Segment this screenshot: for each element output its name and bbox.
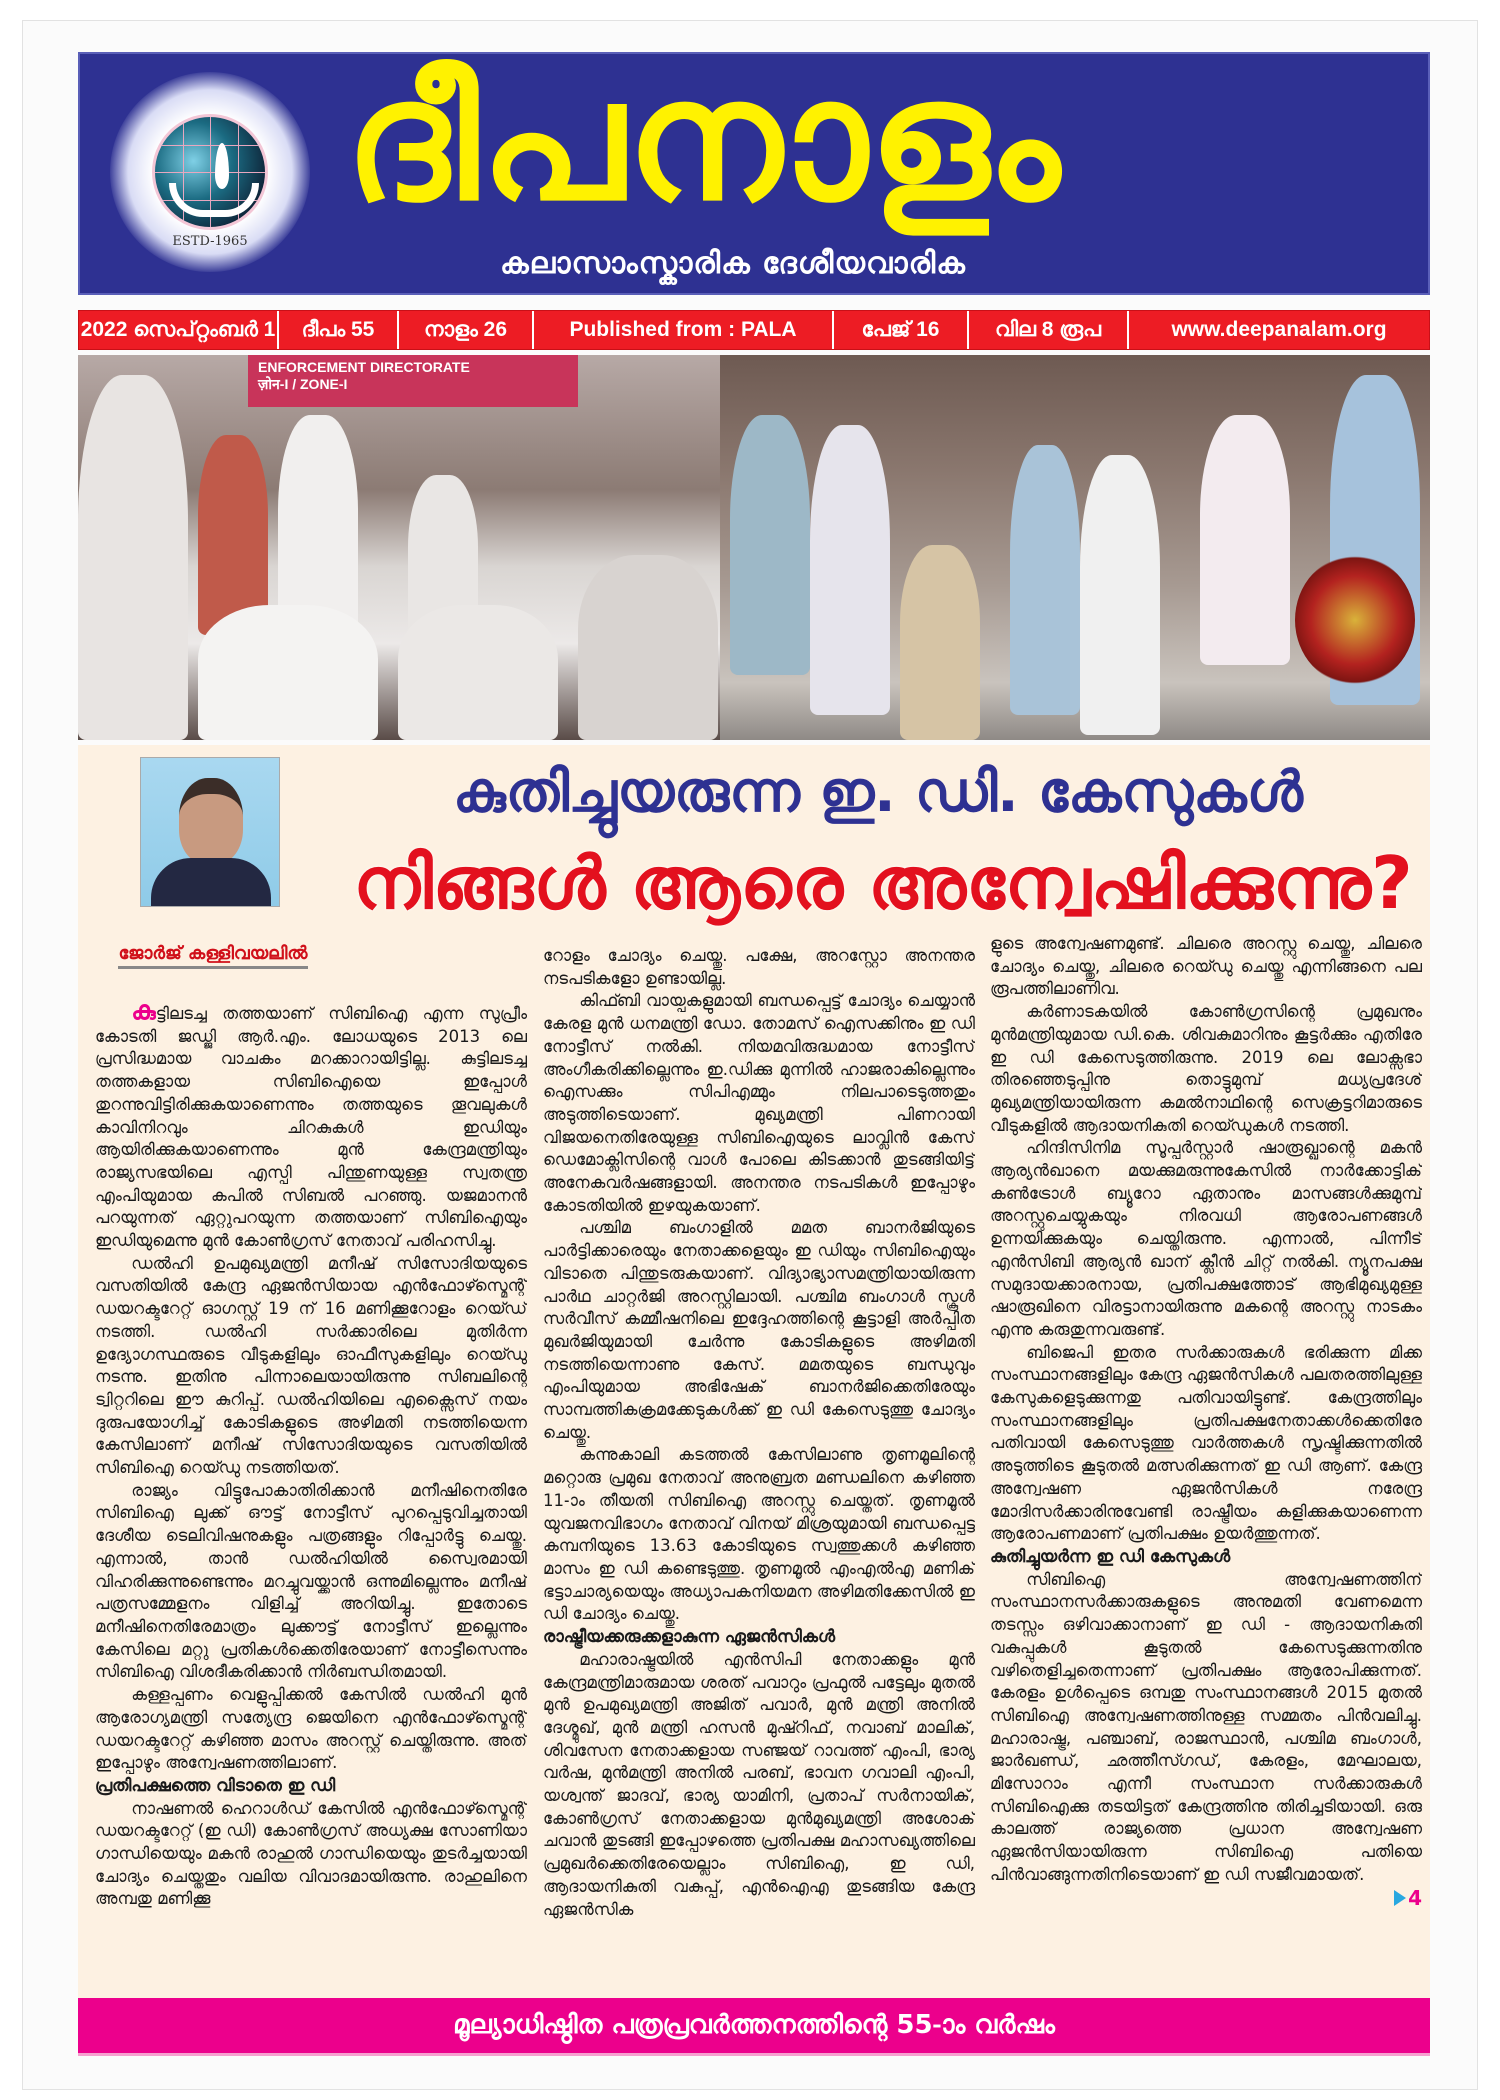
globe-lamp-icon (152, 114, 268, 230)
published-from: Published from : PALA (534, 311, 834, 349)
ed-office-photo (720, 355, 1430, 740)
article-column-2 (543, 945, 975, 1995)
article-paragraph: റോളം ചോദ്യം ചെയ്തു. പക്ഷേ, അറസ്റ്റോ അനന്തര നടപടികളോ ഉണ്ടായില്ല. (543, 946, 975, 988)
article-paragraph: സിബിഐ അന്വേഷണത്തിന് സംസ്ഥാനസർക്കാരുകളുടെ അനുമതി വേണമെന്ന തടസ്സം ഒഴിവാക്കാനാണ് ഇ ഡി - ആദായനികുതി വകുപ്പുകൾ കൂടുതൽ കേസെടുക്കുന്നതിനു വഴിതെളിച്ചതെന്നാണ് പ്രതിപക്ഷം ആരോപിക്കുന്നത്. കേരളം ഉൾപ്പെടെ ഒമ്പതു സംസ്ഥാനങ്ങൾ 2015 മുതൽ സിബിഐ അന്വേഷണത്തിനുള്ള സമ്മതം പിൻവലിച്ചു. മഹാരാഷ്ട്ര, പഞ്ചാബ്, രാജസ്ഥാൻ, പശ്ചിമ ബംഗാൾ, ജാർഖണ്ഡ്, ഛത്തീസ്ഗഡ്, കേരളം, മേഘാലയ, മിസോറാം എന്നീ സംസ്ഥാന സർക്കാരുകൾ സിബിഐക്കു തടയിട്ടത് കേന്ദ്രത്തിനു തിരിച്ചടിയായി. ഒരു കാലത്ത് രാജ്യത്തെ പ്രധാന അന്വേഷണ ഏജൻസിയായിരുന്ന സിബിഐ പതിയെ പിൻവാങ്ങുന്നതിനിടെയാണ് ഇ ഡി സജീവമായത്. (990, 1569, 1422, 1884)
article (78, 745, 1430, 2000)
article-paragraph: മഹാരാഷ്ട്രയിൽ എൻസിപി നേതാക്കളും മുൻ കേന്ദ്രമന്ത്രിമാരുമായ ശരത് പവാറും പ്രഫുൽ പട്ടേലും മുതൽ മുൻ ഉപമുഖ്യമന്ത്രി അജിത് പവാർ, മുൻ മന്ത്രി അനിൽ ദേശ്മുഖ്, മുൻ മന്ത്രി ഹസൻ മുഷ്റിഫ്, നവാബ് മാലിക്, ശിവസേന നേതാക്കളായ സഞ്ജയ് റാവത്ത് എംപി, ഭാര്യ വർഷ, മുൻമന്ത്രി അനിൽ പരബ്, ഭാവന ഗവാലി എംപി, യശ്വന്ത് ജാദവ്, ഭാര്യ യാമിനി, പ്രതാപ് സർനായിക്, കോൺഗ്രസ് നേതാക്കളായ മുൻമുഖ്യമന്ത്രി അശോക് ചവാൻ തുടങ്ങി ഇപ്പോഴത്തെ പ്രതിപക്ഷ മഹാസഖ്യത്തിലെ പ്രമുഖർക്കെതിരേയെല്ലാം സിബിഐ, ഇ ഡി, ആദായനികുതി വകുപ്പ്, എൻഐഎ തുടങ്ങിയ കേന്ദ്ര ഏജൻസിക (543, 1649, 975, 1919)
article-paragraph: പശ്ചിമ ബംഗാളിൽ മമത ബാനർജിയുടെ പാർട്ടിക്കാരെയും നേതാക്കളെയും ഇ ഡിയും സിബിഐയും വിടാതെ പിന്തുടരുകയാണ്. വിദ്യാഭ്യാസമന്ത്രിയായിരുന്ന പാർഥ ചാറ്റർജി അറസ്റ്റിലായി. പശ്ചിമ ബംഗാൾ സ്കൂൾ സർവീസ് കമ്മീഷനിലെ ഇദ്ദേഹത്തിന്റെ കൂട്ടാളി അർപ്പിത മുഖർജിയുമായി ചേർന്നു കോടികളുടെ അഴിമതി നടത്തിയെന്നാണു കേസ്. മമതയുടെ ബന്ധുവും എംപിയുമായ അഭിഷേക് ബാനർജിക്കെതിരേയും സാമ്പത്തികക്രമക്കേടുകൾക്ക് ഇ ഡി കേസെടുത്തു ചോദ്യം ചെയ്തു. (543, 1218, 975, 1442)
section-subheading: കുതിച്ചുയർന്ന ഇ ഡി കേസുകൾ (990, 1546, 1231, 1567)
page-count: പേജ് 16 (834, 311, 969, 349)
article-paragraph: ഡൽഹി ഉപമുഖ്യമന്ത്രി മനീഷ് സിസോദിയയുടെ വസതിയിൽ കേന്ദ്ര ഏജൻസിയായ എൻഫോഴ്സ്മെന്റ് ഡയറക്ടറേറ്റ് ഓഗസ്റ്റ് 19 ന് 16 മണിക്കൂറോളം റെയ്ഡ് നടത്തി. ഡൽഹി സർക്കാരിലെ മുതിർന്ന ഉദ്യോഗസ്ഥരുടെ വീടുകളിലും ഓഫീസുകളിലും റെയ്ഡു നടന്നു. ഇതിനു പിന്നാലെയായിരുന്നു സിബലിന്റെ ട്വിറ്ററിലെ ഈ കുറിപ്പ്. ഡൽഹിയിലെ എക്സൈസ് നയം ദുരുപയോഗിച്ച് കോടികളുടെ അഴിമതി നടത്തിയെന്ന കേസിലാണ് മനീഷ് സിസോദിയയുടെ വസതിയിൽ സിബിഐ റെയ്ഡു നടത്തിയത്. (95, 1253, 527, 1478)
logo-estd-text: ESTD-1965 (172, 234, 248, 249)
continued-page-number: 4 (1408, 1885, 1422, 1910)
article-paragraph (95, 1000, 527, 1253)
continued-on-page[interactable] (990, 1887, 1422, 1910)
enforcement-directorate-seal (1295, 555, 1415, 685)
author-byline: ജോർജ് കള്ളിവയലിൽ (118, 943, 308, 969)
publication-tagline: കലാസാംസ്കാരിക ദേശീയവാരിക (500, 246, 966, 281)
article-paragraph: കള്ളപ്പണം വെളുപ്പിക്കൽ കേസിൽ ഡൽഹി മുൻ ആരോഗ്യമന്ത്രി സത്യേന്ദ്ര ജെയിനെ എൻഫോഴ്സ്മെന്റ് ഡയറക്ടറേറ്റ് കഴിഞ്ഞ മാസം അറസ്റ്റ് ചെയ്തിരുന്നു. അത് ഇപ്പോഴും അന്വേഷണത്തിലാണ്. (95, 1685, 527, 1773)
section-subheading: പ്രതിപക്ഷത്തെ വിടാതെ ഇ ഡി (95, 1775, 336, 1796)
drop-cap: കു (131, 1000, 156, 1026)
section-subheading: രാഷ്ട്രീയക്കരുക്കളാകുന്ന ഏജൻസികൾ (543, 1627, 836, 1648)
article-paragraph: കിഫ്ബി വായ്പകളുമായി ബന്ധപ്പെട്ട് ചോദ്യം ചെയ്യാൻ കേരള മുൻ ധനമന്ത്രി ഡോ. തോമസ് ഐസക്കിനും ഇ ഡി നോട്ടീസ് നൽകി. നിയമവിരുദ്ധമായ നോട്ടീസ് അംഗീകരിക്കില്ലെന്നും ഇ.ഡിക്കു മുന്നിൽ ഹാജരാകില്ലെന്നും ഐസക്കും സിപിഎമ്മും നിലപാടെടുത്തതും അടുത്തിടെയാണ്. മുഖ്യമന്ത്രി പിണറായി വിജയനെതിരേയുള്ള സിബിഐയുടെ ലാവ്ലിൻ കേസ് ഡെമോക്ലിസിന്റെ വാൾ പോലെ കിടക്കാൻ തുടങ്ങിയിട്ട് അനേകവർഷങ്ങളായി. അനന്തര നടപടികൾ ഇപ്പോഴും കോടതിയിൽ ഇഴയുകയാണ്. (543, 991, 975, 1215)
article-column-3 (990, 933, 1422, 1995)
banner-text: ENFORCEMENT DIRECTORATE (258, 359, 470, 375)
article-paragraph: ബിജെപി ഇതര സർക്കാരുകൾ ഭരിക്കുന്ന മിക്ക സംസ്ഥാനങ്ങളിലും കേന്ദ്ര ഏജൻസികൾ പലതരത്തിലുള്ള കേസുകളെടുക്കുന്നതു പതിവായിട്ടുണ്ട്. കേന്ദ്രത്തിലും സംസ്ഥാനങ്ങളിലും പ്രതിപക്ഷനേതാക്കൾക്കെതിരേ പതിവായി കേസെടുത്തു വാർത്തകൾ സൃഷ്ടിക്കുന്നതിൽ അടുത്തിടെ കൂടുതൽ മത്സരിക്കുന്നത് ഇ ഡി ആണ്. കേന്ദ്ര അന്വേഷണ ഏജൻസികൾ നരേന്ദ്ര മോദിസർക്കാരിനുവേണ്ടി രാഷ്ട്രീയം കളിക്കുകയാണെന്ന ആരോപണമാണ് പ്രതിപക്ഷം ഉയർത്തുന്നത്. (990, 1342, 1422, 1544)
article-paragraph: ളുടെ അന്വേഷണമുണ്ട്. ചിലരെ അറസ്റ്റു ചെയ്തു, ചിലരെ ചോദ്യം ചെയ്തു, ചിലരെ റെയ്ഡു ചെയ്തു എന്നിങ്ങനെ പല രൂപത്തിലാണിവ. (990, 934, 1422, 999)
issue-volume: ദീപം 55 (279, 311, 399, 349)
article-column-1 (95, 1000, 527, 1995)
masthead (78, 52, 1430, 295)
article-kicker: കുതിച്ചുയരുന്ന ഇ. ഡി. കേസുകൾ (453, 760, 1303, 825)
protest-photo (78, 355, 720, 740)
article-paragraph: കർണാടകയിൽ കോൺഗ്രസിന്റെ പ്രമുഖനും മുൻമന്ത്രിയുമായ ഡി.കെ. ശിവകുമാറിനും കൂട്ടർക്കും എതിരേ ഇ ഡി കേസെടുത്തിരുന്നു. 2019 ലെ ലോക്സഭാ തിരഞ്ഞെടുപ്പിനു തൊട്ടുമുമ്പ് മധ്യപ്രദേശ് മുഖ്യമന്ത്രിയായിരുന്ന കമൽനാഥിന്റെ സെക്രട്ടറിമാരുടെ വീടുകളിൽ ആദായനികുതി റെയ്ഡുകൾ നടത്തി. (990, 1002, 1422, 1135)
banner-subtext: ज़ोन-I / ZONE-I (258, 376, 348, 392)
author-photo (140, 757, 280, 907)
article-paragraph: രാജ്യം വിട്ടുപോകാതിരിക്കാൻ മനീഷിനെതിരേ സിബിഐ ലുക്ക് ഔട്ട് നോട്ടീസ് പുറപ്പെടുവിച്ചതായി ദേശീയ ടെലിവിഷനുകളും പത്രങ്ങളും റിപ്പോർട്ടു ചെയ്തു. എന്നാൽ, താൻ ഡൽഹിയിൽ സ്വൈരമായി വിഹരിക്കുന്നുണ്ടെന്നും മറച്ചുവയ്ക്കാൻ ഒന്നുമില്ലെന്നും മനീഷ് പത്രസമ്മേളനം വിളിച്ച് അറിയിച്ചു. ഇതോടെ മനീഷിനെതിരേമാത്രം ലുക്കൗട്ട് നോട്ടീസ് ഇല്ലെന്നും കേസിലെ മറ്റു പ്രതികൾക്കെതിരേയാണ് നോട്ടീസെന്നും സിബിഐ വിശദീകരിക്കാൻ നിർബന്ധിതമായി. (95, 1480, 527, 1682)
ed-office-banner (248, 355, 578, 407)
article-paragraph: ഹിന്ദിസിനിമ സൂപ്പർസ്റ്റാർ ഷാരൂഖ്ഖാന്റെ മകൻ ആര്യൻഖാനെ മയക്കുമരുന്നുകേസിൽ നാർക്കോട്ടിക് കൺട്രോൾ ബ്യൂറോ ഏതാനും മാസങ്ങൾക്കുമുമ്പ് അറസ്റ്റുചെയ്യുകയും നിരവധി ആരോപണങ്ങൾ ഉന്നയിക്കുകയും ചെയ്തിരുന്നു. എന്നാൽ, പിന്നീട് എൻസിബി ആര്യൻ ഖാന് ക്ലീൻ ചിറ്റ് നൽകി. ന്യൂനപക്ഷ സമുദായക്കാരനായ, പ്രതിപക്ഷത്തോട് ആഭിമുഖ്യമുള്ള ഷാരൂഖിനെ വിരട്ടാനായിരുന്നു മകന്റെ അറസ്റ്റു നാടകം എന്നു കരുതുന്നവരുണ്ട്. (990, 1138, 1422, 1339)
website-link[interactable]: www.deepanalam.org (1171, 318, 1387, 341)
article-headline: നിങ്ങൾ ആരെ അന്വേഷിക്കുന്നു? (353, 841, 1413, 925)
play-triangle-icon (1394, 1890, 1406, 1906)
publication-logo (110, 72, 310, 272)
paragraph-text: ട്ടിലടച്ച തത്തയാണ് സിബിഐ എന്ന സുപ്രീം കോടതി ജഡ്ജി ആർ.എം. ലോധയുടെ 2013 ലെ പ്രസിദ്ധമായ വാചകം മറക്കാറായിട്ടില്ല. കുട്ടിലടച്ച തത്തകളായ സിബിഐയെ ഇപ്പോൾ തുറന്നുവിട്ടിരിക്കുകയാണെന്നും തത്തയുടെ തൂവലുകൾ കാവിനിറവും ചിറകുകൾ ഇഡിയും ആയിരിക്കുകയാണെന്നും മുൻ കേന്ദ്രമന്ത്രിയും രാജ്യസഭയിലെ എസ്പി പിന്തുണയുള്ള സ്വതന്ത്ര എംപിയുമായ കപിൽ സിബൽ പറഞ്ഞു. യജമാനൻ പറയുന്നത് ഏറ്റുപറയുന്ന തത്തയാണ് സിബിഐയും ഇഡിയുമെന്നു മുൻ കോൺഗ്രസ് നേതാവ് പരിഹസിച്ചു. (95, 1004, 527, 1251)
issue-number: നാളം 26 (399, 311, 534, 349)
article-paragraph: നാഷണൽ ഹെറാൾഡ് കേസിൽ എൻഫോഴ്സ്മെന്റ് ഡയറക്ടറേറ്റ് (ഇ ഡി) കോൺഗ്രസ് അധ്യക്ഷ സോണിയാ ഗാന്ധിയെയും മകൻ രാഹുൽ ഗാന്ധിയെയും തുടർച്ചയായി ചോദ്യം ചെയ്തതും വലിയ വിവാദമായിരുന്നു. രാഹുലിനെ അമ്പതു മണിക്കൂ (95, 1798, 527, 1909)
article-paragraph: കന്നുകാലി കടത്തൽ കേസിലാണു തൃണമൂലിന്റെ മറ്റൊരു പ്രമുഖ നേതാവ് അനുബ്രത മണ്ഡലിനെ കഴിഞ്ഞ 11-ാം തീയതി സിബിഐ അറസ്റ്റു ചെയ്തത്. തൃണമൂൽ യുവജനവിഭാഗം നേതാവ് വിനയ് മിശ്രയുമായി ബന്ധപ്പെട്ട കമ്പനിയുടെ 13.63 കോടിയുടെ സ്വത്തുക്കൾ കഴിഞ്ഞ മാസം ഇ ഡി കണ്ടെടുത്തു. തൃണമൂൽ എംഎൽഎ മണിക് ഭട്ടാചാര്യയെയും അധ്യാപകനിയമന അഴിമതിക്കേസിൽ ഇ ഡി ചോദ്യം ചെയ്തു. (543, 1445, 975, 1624)
footer-banner: മൂല്യാധിഷ്ഠിത പത്രപ്രവർത്തനത്തിന്റെ 55-ാം വർഷം (78, 1998, 1430, 2056)
publication-title: ദീപനാളം (345, 52, 1062, 238)
issue-date: 2022 സെപ്റ്റംബർ 1 (79, 311, 279, 349)
lead-photos (78, 355, 1430, 740)
issue-info-strip (78, 310, 1430, 350)
price: വില 8 രൂപ (969, 311, 1129, 349)
